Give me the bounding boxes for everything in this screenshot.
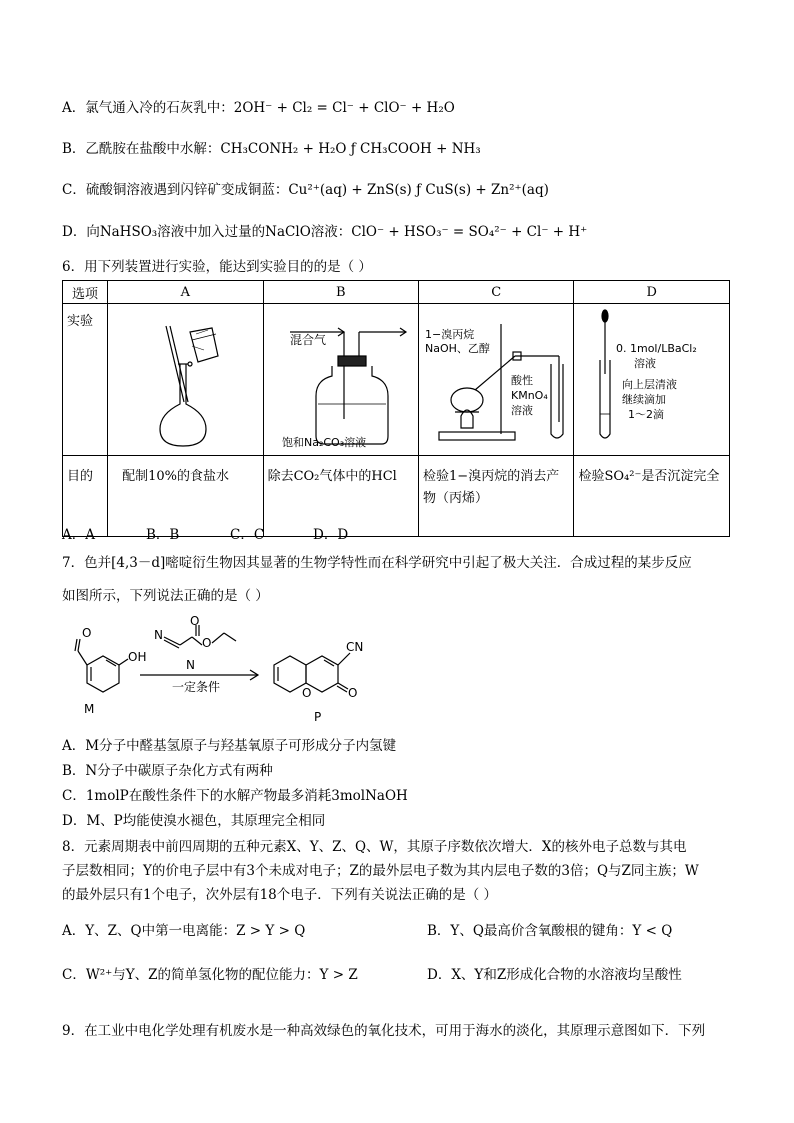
test-tube-dropper-diagram <box>574 304 728 449</box>
purpose-b: 除去CO₂气体中的HCl <box>263 456 418 537</box>
q8-option-d: D．X、Y和Z形成化合物的水溶液均呈酸性 <box>427 967 682 983</box>
row-label-purpose: 目的 <box>63 456 108 537</box>
p-ring-oxygen: O <box>302 686 312 700</box>
q5-b-equation: CH₃CONH₂ + H₂O ƒ CH₃COOH + NH₃ <box>220 141 481 157</box>
row-label-experiment: 实验 <box>63 304 108 456</box>
q5-a-equation: 2OH⁻ + Cl₂ = Cl⁻ + ClO⁻ + H₂O <box>233 100 455 116</box>
q7-option-d: D．M、P均能使溴水褪色，其原理完全相同 <box>62 813 326 829</box>
reaction-scheme <box>62 615 402 727</box>
compound-n-label: N <box>186 658 195 672</box>
table-header-cell: C <box>419 281 574 304</box>
q8-option-c: C．W²⁺与Y、Z的简单氢化物的配位能力：Y > Z <box>62 967 358 983</box>
q5-option-a <box>62 99 455 117</box>
q9-stem: 9．在工业中电化学处理有机废水是一种高效绿色的氧化技术，可用于海水的淡化，其原理示意图如下．下列 <box>62 1023 706 1039</box>
purpose-c: 检验1−溴丙烷的消去产物（丙烯） <box>419 456 574 537</box>
reagent-label-2: NaOH、乙醇 <box>425 342 490 355</box>
q5-option-d <box>62 223 587 241</box>
apparatus-c-figure <box>419 304 574 456</box>
m-hydroxyl-label: OH <box>128 650 147 664</box>
q5-d-lead: D．向NaHSO₃溶液中加入过量的NaClO溶液： <box>62 224 352 240</box>
m-carbonyl-oxygen: O <box>82 626 92 640</box>
q6-experiment-table <box>62 280 730 537</box>
n-carbonyl-oxygen: O <box>190 615 200 628</box>
q8-stem-line2: 子层数相同；Y的价电子层中有3个未成对电子；Z的最外层电子数为其内层电子数的3倍；Q与Z同主族；W <box>62 863 699 879</box>
saturated-na2co3-label: 饱和Na₂CO₃溶液 <box>281 436 366 449</box>
q7-option-a: A．M分子中醛基氢原子与羟基氧原子可形成分子内氢键 <box>62 738 397 754</box>
compound-m-label: M <box>84 702 95 716</box>
table-header-cell: A <box>108 281 263 304</box>
purpose-d: 检验SO₄²⁻是否沉淀完全 <box>574 456 730 537</box>
q5-c-equation: Cu²⁺(aq) + ZnS(s) ƒ CuS(s) + Zn²⁺(aq) <box>288 182 549 198</box>
apparatus-a-figure <box>108 304 263 456</box>
bacl2-label-1: 0. 1mol/LBaCl₂ <box>616 342 698 355</box>
reagent-label-1: 1−溴丙烷 <box>425 328 475 341</box>
table-header-cell: 选项 <box>63 281 108 304</box>
q5-b-lead: B．乙酰胺在盐酸中水解： <box>62 141 221 157</box>
q6-option-d: D．D <box>313 527 349 543</box>
q7-stem-line1: 7．色并[4,3－d]嘧啶衍生物因其显著的生物学特性而在科学研究中引起了极大关注．合成过程的某步反应 <box>62 555 692 571</box>
q7-option-c: C．1molP在酸性条件下的水解产物最多消耗3molNaOH <box>62 788 408 804</box>
q8-stem-line1: 8．元素周期表中前四周期的五种元素X、Y、Z、Q、W，其原子序数依次增大．X的核外电子总数与其电 <box>62 839 687 855</box>
q5-option-b <box>62 140 481 158</box>
q5-option-c <box>62 181 549 199</box>
mixed-gas-label: 混合气 <box>289 333 326 347</box>
p-cyano-label: CN <box>346 640 364 654</box>
n-nitrile-nitrogen: N <box>154 628 163 642</box>
q5-a-lead: A．氯气通入冷的石灰乳中： <box>62 100 234 116</box>
q8-option-b: B．Y、Q最高价含氧酸根的键角：Y < Q <box>427 923 673 939</box>
p-carbonyl-oxygen: O <box>348 686 358 700</box>
dropper-note-1: 向上层清液 <box>622 378 678 391</box>
q6-option-b: B．B <box>146 527 180 543</box>
n-ester-oxygen: O <box>202 636 212 650</box>
q8-stem-line3: 的最外层只有1个电子，次外层有18个电子．下列有关说法正确的是（ ） <box>62 887 498 903</box>
purpose-a: 配制10%的食盐水 <box>108 456 263 537</box>
q8-option-a: A．Y、Z、Q中第一电离能：Z > Y > Q <box>62 923 306 939</box>
compound-p-label: P <box>314 710 322 724</box>
gas-washing-bottle-diagram <box>264 304 418 449</box>
q7-option-b: B．N分子中碳原子杂化方式有两种 <box>62 763 273 779</box>
q5-c-lead: C．硫酸铜溶液遇到闪锌矿变成铜蓝： <box>62 182 289 198</box>
q5-d-equation: ClO⁻ + HSO₃⁻ = SO₄²⁻ + Cl⁻ + H⁺ <box>351 224 588 240</box>
kmno4-label-1: 酸性 <box>511 374 534 387</box>
bacl2-label-2: 溶液 <box>634 357 657 370</box>
kmno4-label-3: 溶液 <box>511 404 534 417</box>
q6-stem: 6．用下列装置进行实验，能达到实验目的的是（ ） <box>62 259 372 275</box>
dropper-note-2: 继续滴加 <box>622 393 667 406</box>
q6-option-c: C．C <box>230 527 265 543</box>
table-header-cell: D <box>574 281 730 304</box>
apparatus-b-figure <box>263 304 418 456</box>
reaction-condition: 一定条件 <box>172 680 221 694</box>
volumetric-flask-diagram <box>108 304 262 449</box>
q6-option-a: A．A <box>62 527 95 543</box>
dropper-note-3: 1～2滴 <box>628 408 665 421</box>
kmno4-label-2: KMnO₄ <box>511 389 548 402</box>
elimination-reaction-apparatus-diagram <box>419 304 573 449</box>
table-header-cell: B <box>263 281 418 304</box>
apparatus-d-figure <box>574 304 730 456</box>
q7-stem-line2: 如图所示，下列说法正确的是（ ） <box>62 588 269 604</box>
